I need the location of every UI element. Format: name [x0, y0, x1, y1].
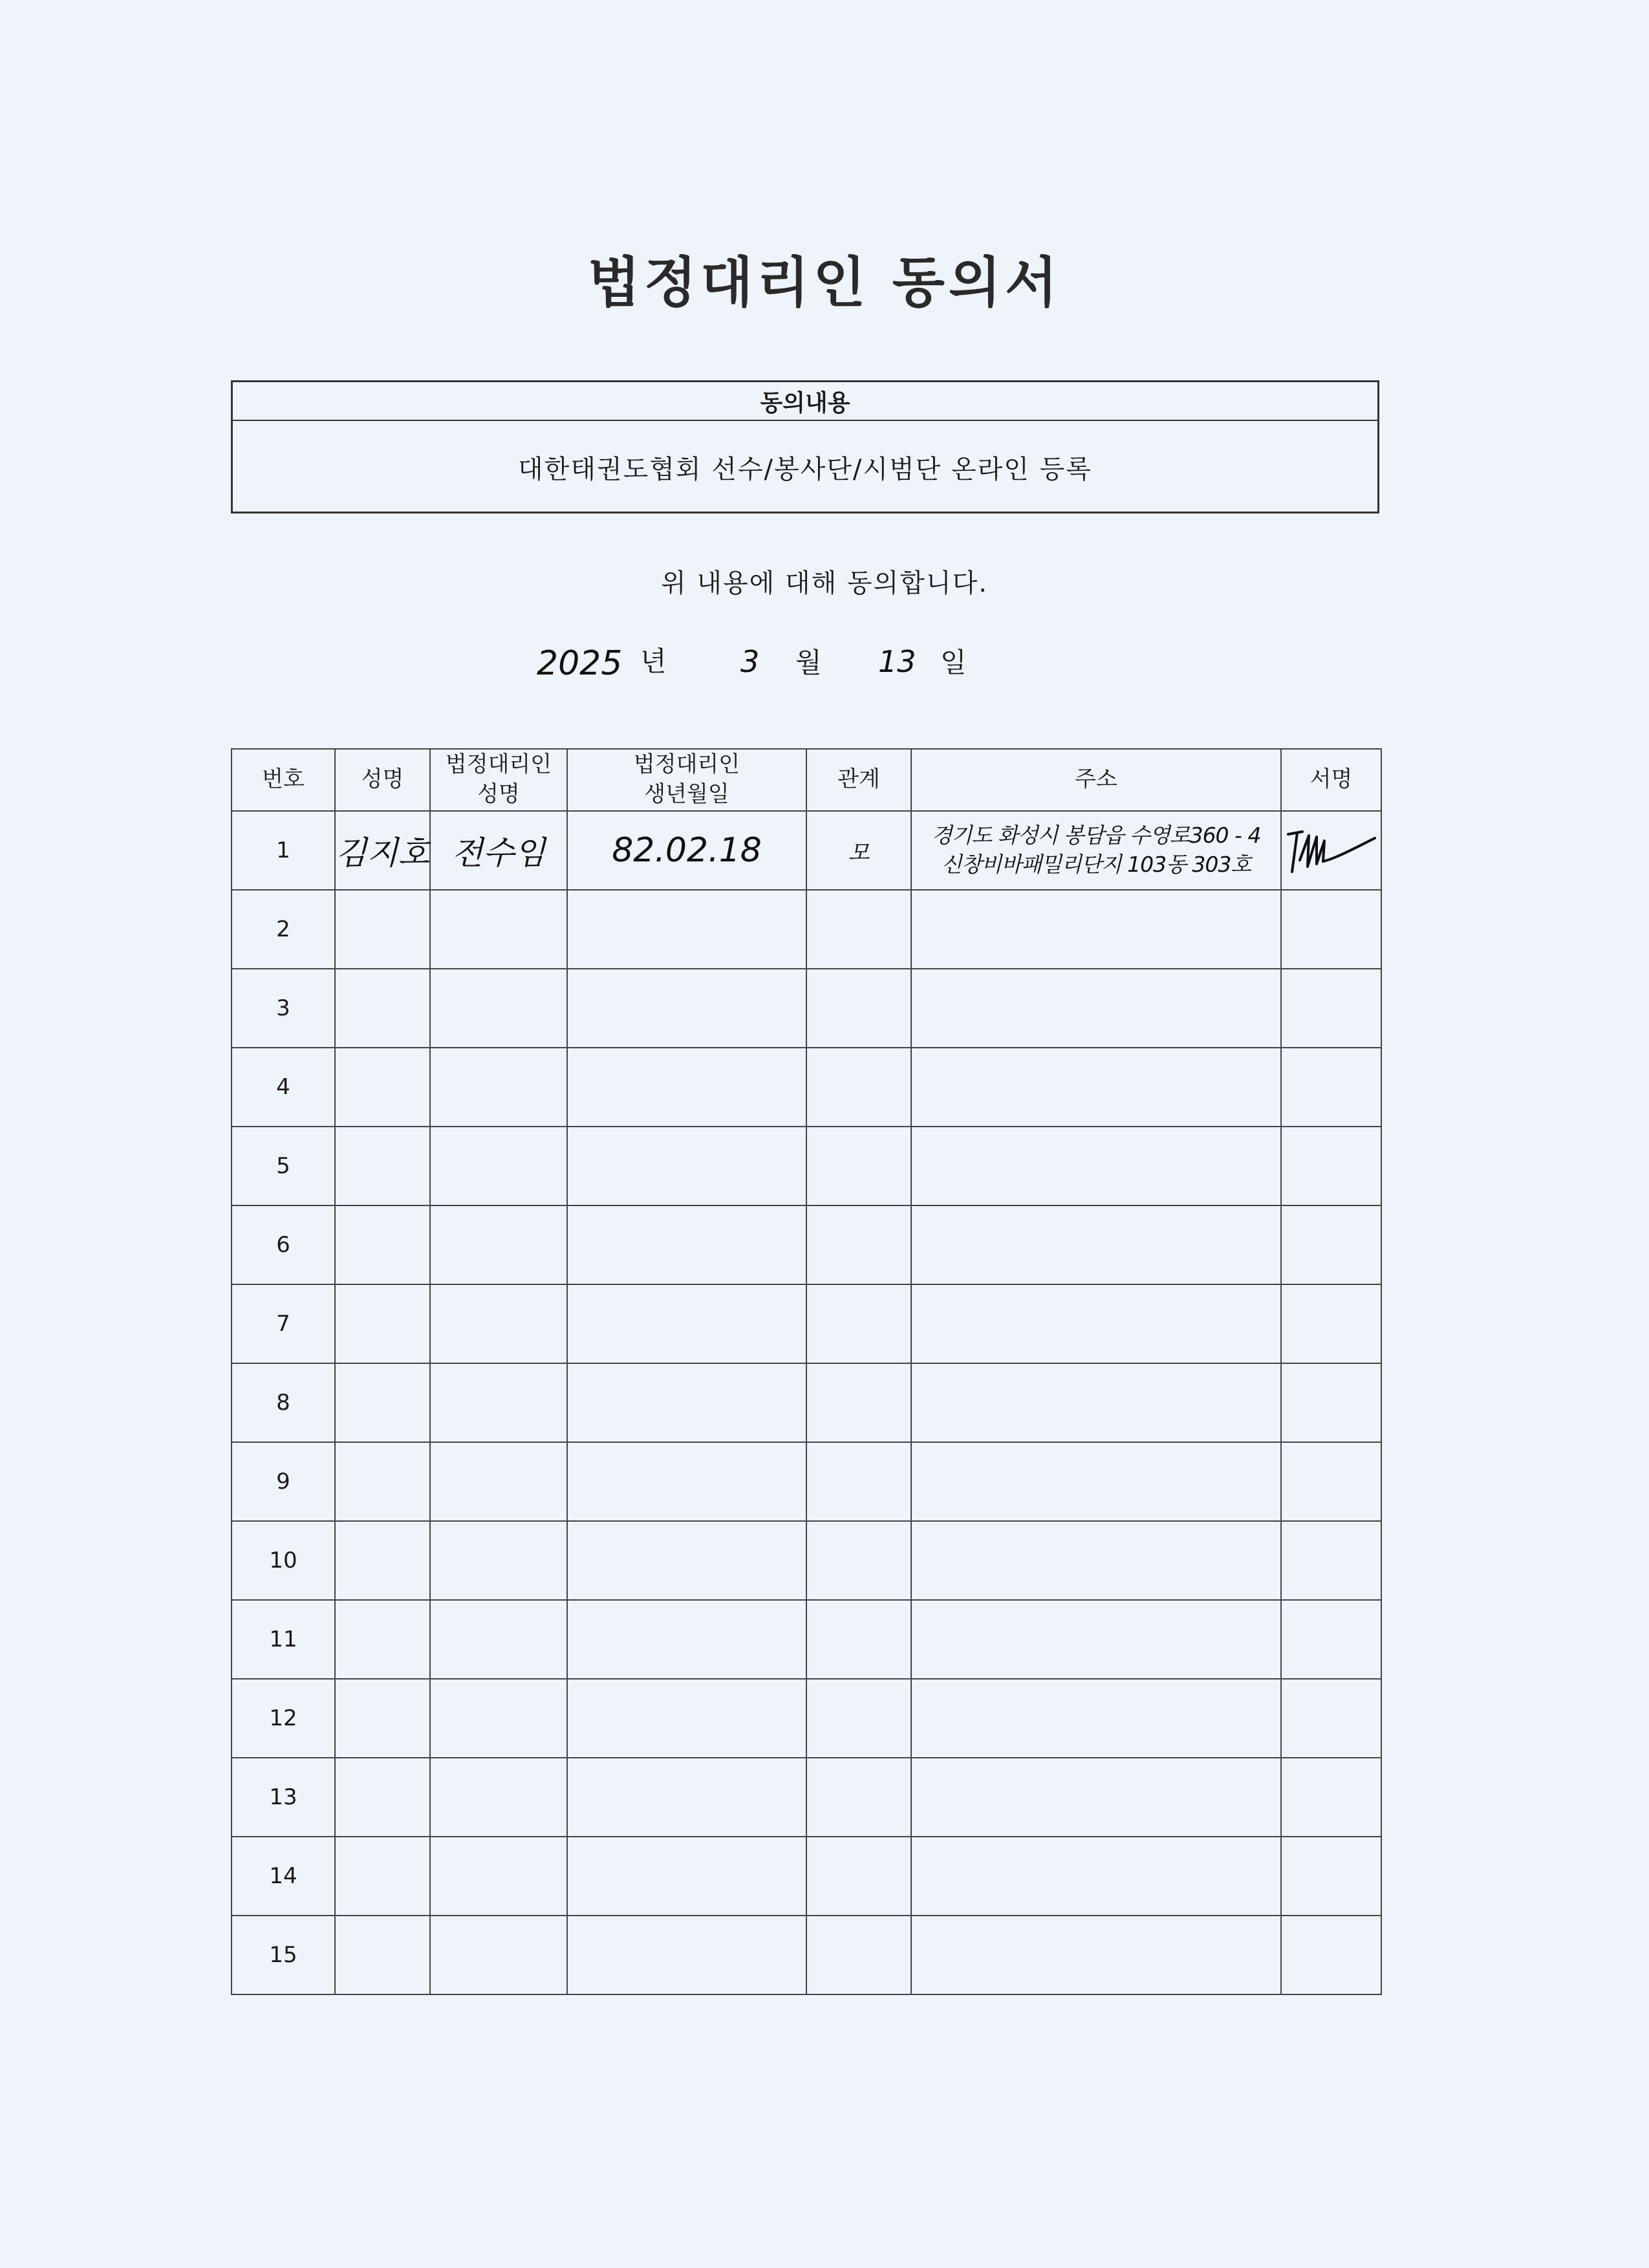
date-year-value: 2025 — [537, 644, 623, 683]
consent-header: 동의내용 — [233, 382, 1377, 421]
row-address-line1: 경기도 화성시 봉담읍 수영로360 - 4 — [931, 823, 1261, 848]
table-row — [232, 1679, 1381, 1758]
table-row — [232, 1127, 1381, 1205]
row-relation: 모 — [806, 811, 911, 890]
row-guardian-name: 전수임 — [430, 811, 567, 890]
row-number: 2 — [232, 890, 335, 969]
row-number: 13 — [232, 1758, 335, 1837]
date-day-value: 13 — [878, 644, 916, 679]
row-number: 6 — [232, 1205, 335, 1284]
row-number: 5 — [232, 1127, 335, 1205]
table-header-row — [232, 749, 1381, 811]
row-guardian-birth: 82.02.18 — [567, 811, 806, 890]
table-row — [232, 1521, 1381, 1600]
table-row — [232, 1284, 1381, 1363]
header-guardian-name — [430, 749, 567, 811]
date-month-value: 3 — [740, 644, 760, 679]
table-row — [232, 1916, 1381, 1994]
agreement-statement: 위 내용에 대해 동의합니다. — [661, 568, 988, 598]
row-number: 4 — [232, 1048, 335, 1127]
row-address-line2: 신창비바패밀리단지 103동 303호 — [941, 852, 1251, 877]
row-number: 14 — [232, 1837, 335, 1916]
row-number: 15 — [232, 1916, 335, 1994]
header-address: 주소 — [911, 749, 1281, 811]
row-number: 11 — [232, 1600, 335, 1679]
table-row — [232, 1048, 1381, 1127]
table-row — [232, 1600, 1381, 1679]
row-name: 김지호 — [335, 811, 430, 890]
table-row — [232, 969, 1381, 1048]
row-number: 1 — [232, 811, 335, 890]
row-number: 3 — [232, 969, 335, 1048]
header-relation: 관계 — [806, 749, 911, 811]
row-number: 10 — [232, 1521, 335, 1600]
row-number: 7 — [232, 1284, 335, 1363]
header-guardian-name-line2: 성명 — [477, 781, 520, 807]
header-guardian-name-line1: 법정대리인 — [445, 751, 552, 778]
consent-body: 대한태권도협회 선수/봉사단/시범단 온라인 등록 — [518, 454, 1092, 484]
date-year-unit: 년 — [640, 645, 667, 677]
table-row — [232, 811, 1381, 890]
row-address — [911, 811, 1281, 890]
table-row — [232, 1363, 1381, 1442]
row-number: 8 — [232, 1363, 335, 1442]
consent-content-box — [231, 380, 1379, 513]
row-signature — [1281, 811, 1381, 890]
header-guardian-birth — [567, 749, 806, 811]
header-no: 번호 — [232, 749, 335, 811]
guardian-roster-table — [231, 748, 1382, 1995]
header-guardian-birth-line2: 생년월일 — [644, 781, 729, 807]
document-title: 법정대리인 동의서 — [587, 251, 1062, 314]
table-row — [232, 1837, 1381, 1916]
row-number: 9 — [232, 1442, 335, 1521]
row-number: 12 — [232, 1679, 335, 1758]
table-row — [232, 1442, 1381, 1521]
handwritten-signature-mark — [1283, 821, 1380, 880]
date-day-unit: 일 — [940, 647, 967, 678]
table-row — [232, 1758, 1381, 1837]
header-name: 성명 — [335, 749, 430, 811]
date-month-unit: 월 — [795, 647, 822, 678]
table-row — [232, 1205, 1381, 1284]
header-signature: 서명 — [1281, 749, 1381, 811]
header-guardian-birth-line1: 법정대리인 — [633, 751, 740, 778]
table-row — [232, 890, 1381, 969]
